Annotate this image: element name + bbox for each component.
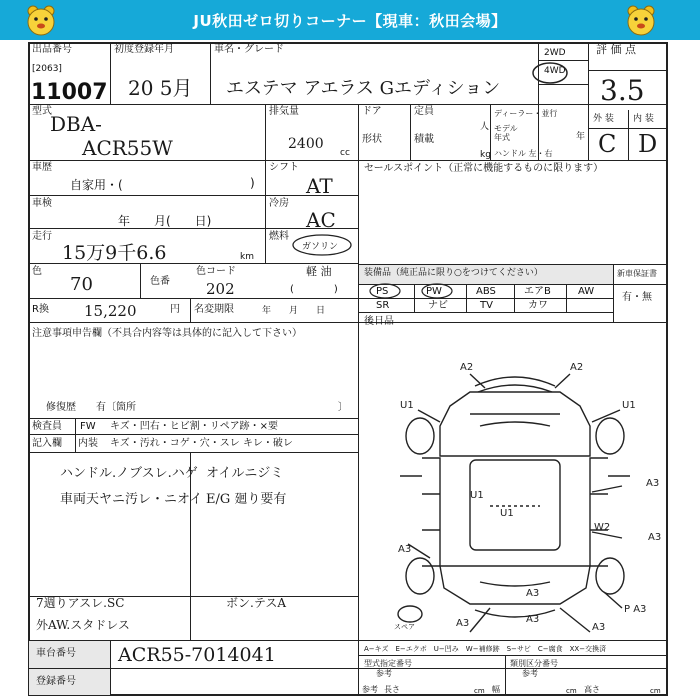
fuel-diesel: 軽 油 (306, 265, 332, 278)
mascot-left-icon (24, 3, 58, 37)
shape-label: 形状 (362, 134, 382, 145)
lot-label: 出品番号 (32, 44, 72, 55)
type-cert-label: 型式指定番号 (364, 659, 412, 668)
door-label: ドア (362, 106, 382, 117)
remark-right-2: E/G 廻り要有 (206, 492, 287, 507)
aircon-value: AC (306, 208, 336, 232)
width-label: 幅 (492, 685, 500, 694)
chassis-label: 車台番号 (36, 648, 76, 659)
inspector-label-1: 検査員 (32, 421, 62, 432)
equipment-pw: PW (426, 286, 442, 297)
capacity-label: 定員 (414, 106, 434, 117)
model-year-label: モデル年式 (494, 124, 518, 142)
svg-text:U1: U1 (622, 400, 636, 411)
length-label: 長さ (384, 685, 400, 694)
fuel-label: 燃料 (269, 231, 289, 242)
type-cert-sub: 参考 (376, 669, 392, 678)
fuel-gas: ガソリン (302, 242, 339, 252)
spare-label: スペア (394, 623, 415, 631)
interior-value: D (638, 130, 658, 158)
dealer-label: ディーラー・並行 (494, 109, 558, 118)
inspection-label: 車検 (32, 198, 52, 209)
reg-label: 登録番号 (36, 676, 76, 687)
svg-text:A3: A3 (526, 614, 540, 625)
name-change-date: 年 月 日 (262, 306, 326, 316)
equipment-ps-circle (366, 283, 404, 299)
mileage-label: 走行 (32, 231, 52, 242)
name-change-label: 名変期限 (194, 304, 234, 315)
remark-bottom-left-2: 外AW.スタドレス (36, 618, 130, 632)
year-unit: 年 (576, 132, 586, 142)
load-label: 積載 (414, 134, 434, 145)
repair-close: 〕 (338, 402, 348, 413)
interior-label: 内 装 (633, 114, 654, 124)
model-value-1: DBA- (50, 112, 102, 136)
rear-seat-label: 後日品 (364, 316, 394, 327)
color-code-label: 色コード (196, 266, 236, 277)
remark-left-2: 車両天ヤニ汚レ・ニオイ (60, 492, 203, 507)
equipment-pw-circle (418, 283, 456, 299)
remark-bottom-right-1: ボン.テスA (226, 596, 287, 610)
history-close: ) (250, 176, 255, 190)
svg-text:A3: A3 (646, 478, 660, 489)
history-value: 自家用・( (70, 178, 123, 192)
aircon-label: 冷房 (269, 198, 289, 209)
notes-title: 注意事項申告欄（不具合内容等は具体的に記入して下さい） (32, 328, 302, 339)
r-value: 15,220 (84, 302, 137, 320)
displacement-value: 2400 (288, 136, 324, 152)
repair-label: 修復歴 有〔箇所 (46, 402, 136, 413)
warranty-label: 新車保証書 (617, 269, 657, 278)
drive-2wd: 2WD (544, 48, 566, 58)
equipment-ps: PS (376, 286, 389, 297)
color-code-value: 202 (206, 280, 235, 298)
remark-right-1: オイルニジミ (206, 466, 284, 481)
shift-label: シフト (269, 162, 299, 173)
svg-text:U1: U1 (470, 490, 484, 501)
score-label: 評 価 点 (596, 43, 636, 56)
sales-point-label: セールスポイント（正常に機能するものに限ります） (364, 163, 604, 174)
chassis-value: ACR55-7014041 (118, 644, 276, 666)
svg-text:U1: U1 (500, 508, 514, 519)
svg-text:A3: A3 (526, 588, 540, 599)
equipment-label: 装備品（純正品に限り○をつけてください） (364, 268, 543, 278)
height-unit: cm (650, 687, 661, 695)
mileage-value: 15万9千6.6 (62, 242, 167, 264)
equipment-aw: AW (578, 286, 595, 297)
svg-text:U1: U1 (400, 400, 414, 411)
handle-label: ハンドル 左・右 (494, 149, 553, 158)
load-unit: kg (480, 150, 491, 160)
lot-number: 11007 (31, 80, 108, 105)
page-title: JU秋田ゼロ切りコーナー【現車：秋田会場】 (193, 12, 507, 30)
name-value: エステマ アエラス Gエディション (226, 78, 501, 99)
color-value: 70 (70, 274, 93, 295)
remark-bottom-left-1: 7週りアスレ.SC (36, 596, 125, 610)
color-no-label: 色番 (150, 276, 170, 287)
remark-left-1: ハンドル.ノブスレ.ハゲ (60, 466, 198, 481)
length-unit: cm (474, 687, 485, 695)
svg-text:A2: A2 (570, 362, 584, 373)
inspector-label-2: 記入欄 (32, 438, 62, 449)
equipment-leather: カワ (528, 300, 548, 311)
mascot-right-icon (624, 3, 658, 37)
exterior-label: 外 装 (593, 114, 614, 124)
shift-value: AT (306, 174, 333, 198)
mileage-unit: km (240, 252, 254, 262)
svg-text:W2: W2 (594, 522, 611, 533)
lot-small: [2063] (32, 64, 62, 74)
capacity-unit: 人 (480, 122, 490, 132)
svg-text:A3: A3 (456, 618, 470, 629)
r-unit: 円 (170, 304, 180, 315)
fw-text: キズ・凹右・ヒビ割・リペア跡・×要 (110, 421, 278, 432)
damage-legend: A−キズ E−エクボ U−凹み W−補修跡 S−サビ C−腐食 XX−交換済 (364, 645, 607, 653)
model-value-2: ACR55W (82, 136, 173, 160)
history-label: 車歴 (32, 162, 52, 173)
category-label: 類別区分番号 (510, 659, 558, 668)
exterior-value: C (598, 130, 617, 158)
fuel-circle-mark (290, 232, 354, 258)
first-reg-value: 20 5月 (128, 76, 193, 100)
fw-label: FW (80, 421, 96, 432)
warranty-value: 有・無 (622, 292, 652, 303)
damage-diagram (360, 326, 666, 638)
equipment-tv: TV (480, 300, 493, 311)
equipment-abs: ABS (476, 286, 496, 297)
first-reg-label: 初度登録年月 (114, 44, 174, 55)
model-label: 型式 (32, 106, 52, 117)
interior-insp-label: 内装 (78, 438, 98, 449)
width-unit: cm (566, 687, 577, 695)
height-label: 高さ (584, 685, 600, 694)
category-sub: 参考 (522, 669, 538, 678)
svg-text:A3: A3 (592, 622, 606, 633)
inspection-value: 年 月( 日) (118, 214, 212, 228)
svg-text:A3: A3 (398, 544, 412, 555)
name-label: 車名・グレード (214, 44, 284, 55)
svg-text:A3: A3 (648, 532, 662, 543)
svg-text:A2: A2 (460, 362, 474, 373)
displacement-label: 排気量 (269, 106, 299, 117)
score-value: 3.5 (600, 74, 645, 107)
fuel-paren: ( ) (290, 284, 338, 295)
color-label: 色 (32, 266, 42, 277)
drive-circle-mark (530, 60, 570, 86)
drive-4wd: 4WD (544, 66, 566, 76)
svg-text:P A3: P A3 (624, 604, 647, 615)
dim-label: 参考 (362, 685, 378, 694)
equipment-airbag: エアB (524, 286, 551, 297)
displacement-unit: cc (340, 148, 350, 158)
equipment-navi: ナビ (428, 300, 448, 311)
equipment-sr: SR (376, 300, 390, 311)
interior-insp-text: キズ・汚れ・コゲ・穴・スレ キレ・破レ (110, 438, 293, 449)
r-label: R換 (32, 304, 49, 315)
